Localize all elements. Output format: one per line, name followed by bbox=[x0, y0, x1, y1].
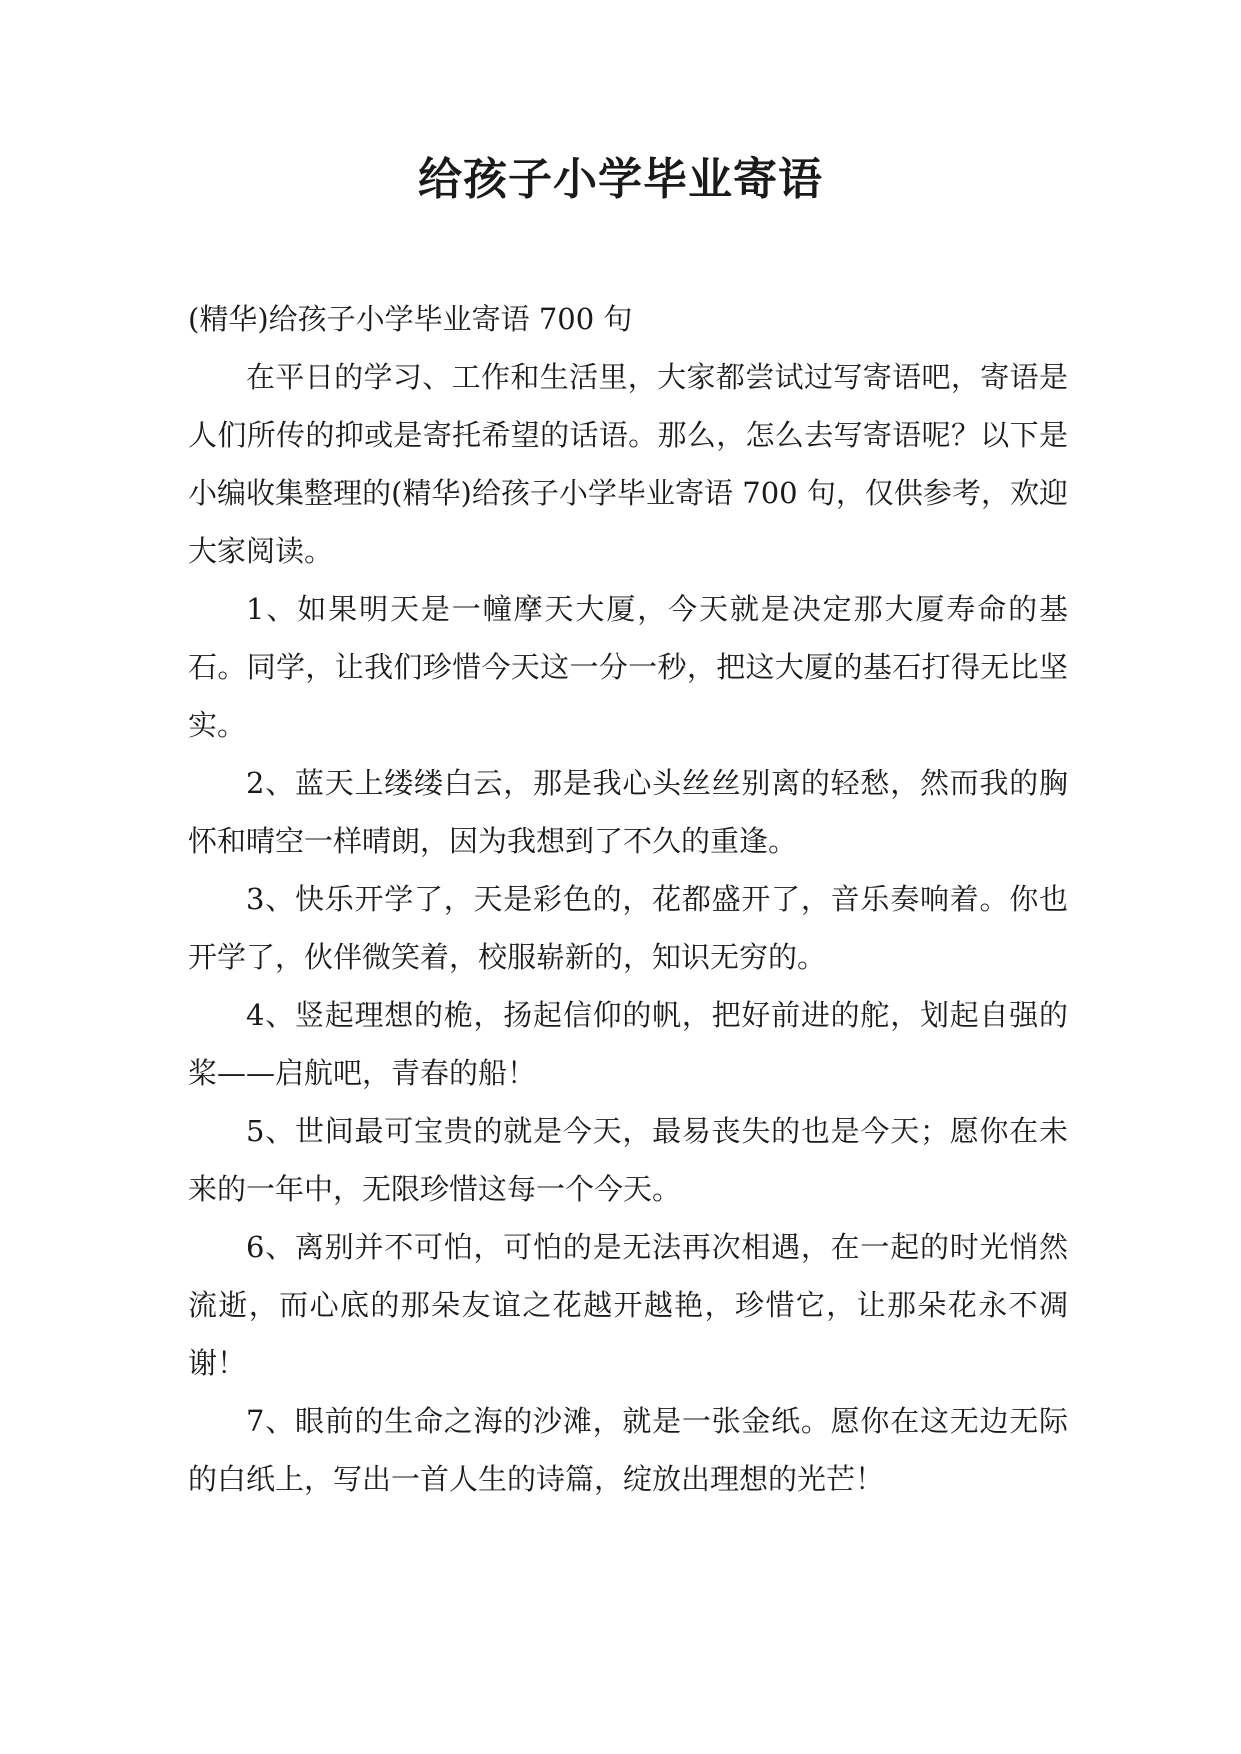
document-body bbox=[188, 290, 1068, 1508]
message-paragraph-7: 7、眼前的生命之海的沙滩，就是一张金纸。愿你在这无边无际的白纸上，写出一首人生的诗篇，绽放出理想的光芒！ bbox=[188, 1404, 1068, 1496]
document-title: 给孩子小学毕业寄语 bbox=[418, 154, 823, 205]
message-paragraph-1: 1、如果明天是一幢摩天大厦，今天就是决定那大厦寿命的基石。同学，让我们珍惜今天这一分一秒，把这大厦的基石打得无比坚实。 bbox=[188, 592, 1068, 742]
message-paragraph-4: 4、竖起理想的桅，扬起信仰的帆，把好前进的舵，划起自强的桨——启航吧，青春的船！ bbox=[188, 998, 1068, 1090]
message-paragraph-2: 2、蓝天上缕缕白云，那是我心头丝丝别离的轻愁，然而我的胸怀和晴空一样晴朗，因为我想到了不久的重逢。 bbox=[188, 766, 1068, 858]
message-paragraph-6: 6、离别并不可怕，可怕的是无法再次相遇，在一起的时光悄然流逝，而心底的那朵友谊之花越开越艳，珍惜它，让那朵花永不凋谢！ bbox=[188, 1230, 1068, 1380]
message-paragraph-3: 3、快乐开学了，天是彩色的，花都盛开了，音乐奏响着。你也开学了，伙伴微笑着，校服崭新的，知识无穷的。 bbox=[188, 882, 1068, 974]
intro-paragraph: 在平日的学习、工作和生活里，大家都尝试过写寄语吧，寄语是人们所传的抑或是寄托希望的话语。那么，怎么去写寄语呢？以下是小编收集整理的(精华)给孩子小学毕业寄语 700 句，仅供参考，欢迎大家阅读。 bbox=[188, 360, 1068, 568]
document-subtitle: (精华)给孩子小学毕业寄语 700 句 bbox=[188, 302, 633, 336]
message-paragraph-5: 5、世间最可宝贵的就是今天，最易丧失的也是今天；愿你在未来的一年中，无限珍惜这每一个今天。 bbox=[188, 1114, 1068, 1206]
